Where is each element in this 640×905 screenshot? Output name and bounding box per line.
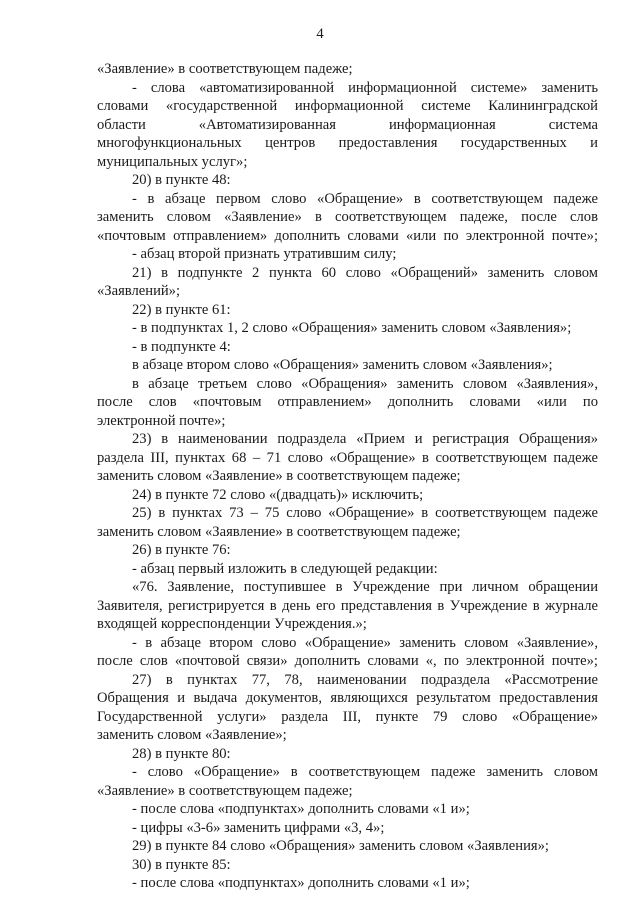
text-line: «Заявление» в соответствующем падеже; bbox=[97, 782, 353, 799]
text-line: - в подпунктах 1, 2 слово «Обращения» заменить словом «Заявления»; bbox=[132, 320, 572, 336]
text-line: - в абзаце втором слово «Обращение» заменить словом «Заявление», bbox=[132, 634, 598, 651]
text-line: 25) в пунктах 73 – 75 слово «Обращение» в соответствующем падеже bbox=[132, 505, 598, 521]
text-line: «76. Заявление, поступившее в Учреждение при личном обращении bbox=[132, 579, 598, 595]
text-line: в абзаце третьем слово «Обращения» заменить словом «Заявления», bbox=[132, 375, 598, 392]
text-line: - в подпункте 4: bbox=[132, 338, 231, 355]
text-line: Государственной услуги» раздела III, пункте 79 слово «Обращение» bbox=[97, 708, 598, 725]
text-line: - слово «Обращение» в соответствующем падеже заменить словом bbox=[132, 764, 598, 780]
text-line: области «Автоматизированная информационная система bbox=[97, 116, 598, 133]
page-number: 4 bbox=[316, 26, 324, 42]
text-line: - слова «автоматизированной информационной системе» заменить bbox=[132, 79, 598, 96]
text-line: Заявителя, регистрируется в день его представления в Учреждение в журнале bbox=[97, 597, 598, 614]
text-line: словами «государственной информационной системе Калининградской bbox=[97, 98, 598, 114]
text-line: заменить словом «Заявление» в соответствующем падеже, после слов bbox=[97, 209, 598, 225]
text-line: 22) в пункте 61: bbox=[132, 301, 231, 318]
text-line: электронной почте»; bbox=[97, 412, 226, 429]
text-line: 23) в наименовании подраздела «Прием и регистрация Обращения» bbox=[132, 431, 598, 447]
text-line: - цифры «3-6» заменить цифрами «3, 4»; bbox=[132, 819, 385, 836]
text-line: «Заявлений»; bbox=[97, 283, 181, 299]
text-line: заменить словом «Заявление» в соответствующем падеже; bbox=[97, 468, 461, 484]
text-line: после слов «почтовой связи» дополнить словами «, по электронной почте»; bbox=[97, 653, 598, 669]
document-body bbox=[97, 60, 598, 893]
text-line: - в абзаце первом слово «Обращение» в соответствующем падеже bbox=[132, 190, 598, 207]
text-line: многофункциональных центров предоставления государственных и bbox=[97, 135, 598, 151]
text-line: раздела III, пунктах 68 – 71 слово «Обращение» в соответствующем падеже bbox=[97, 449, 598, 466]
text-line: - после слова «подпунктах» дополнить словами «1 и»; bbox=[132, 875, 470, 891]
text-line: «почтовым отправлением» дополнить словами «или по электронной почте»; bbox=[97, 227, 598, 244]
text-line: - после слова «подпунктах» дополнить словами «1 и»; bbox=[132, 801, 470, 817]
text-line: заменить словом «Заявление» в соответствующем падеже; bbox=[97, 523, 461, 540]
text-line: 28) в пункте 80: bbox=[132, 745, 231, 762]
text-line: 29) в пункте 84 слово «Обращения» заменить словом «Заявления»; bbox=[132, 838, 549, 854]
text-line: заменить словом «Заявление»; bbox=[97, 727, 287, 743]
text-line: «Заявление» в соответствующем падеже; bbox=[97, 61, 353, 77]
text-line: 30) в пункте 85: bbox=[132, 856, 231, 873]
text-line: 26) в пункте 76: bbox=[132, 542, 231, 558]
text-line: муниципальных услуг»; bbox=[97, 153, 248, 170]
text-line: 20) в пункте 48: bbox=[132, 172, 231, 188]
text-line: - абзац второй признать утратившим силу; bbox=[132, 246, 397, 262]
text-line: в абзаце втором слово «Обращения» заменить словом «Заявления»; bbox=[132, 357, 553, 373]
text-line: 21) в подпункте 2 пункта 60 слово «Обращений» заменить словом bbox=[132, 264, 598, 281]
text-line: 27) в пунктах 77, 78, наименовании подраздела «Рассмотрение bbox=[132, 671, 598, 688]
text-line: входящей корреспонденции Учреждения.»; bbox=[97, 616, 367, 632]
text-line: после слов «почтовым отправлением» дополнить словами «или по bbox=[97, 394, 598, 410]
text-line: Обращения и выдача документов, являющихся результатом предоставления bbox=[97, 690, 598, 706]
text-line: - абзац первый изложить в следующей редакции: bbox=[132, 560, 438, 577]
text-line: 24) в пункте 72 слово «(двадцать)» исключить; bbox=[132, 486, 424, 503]
